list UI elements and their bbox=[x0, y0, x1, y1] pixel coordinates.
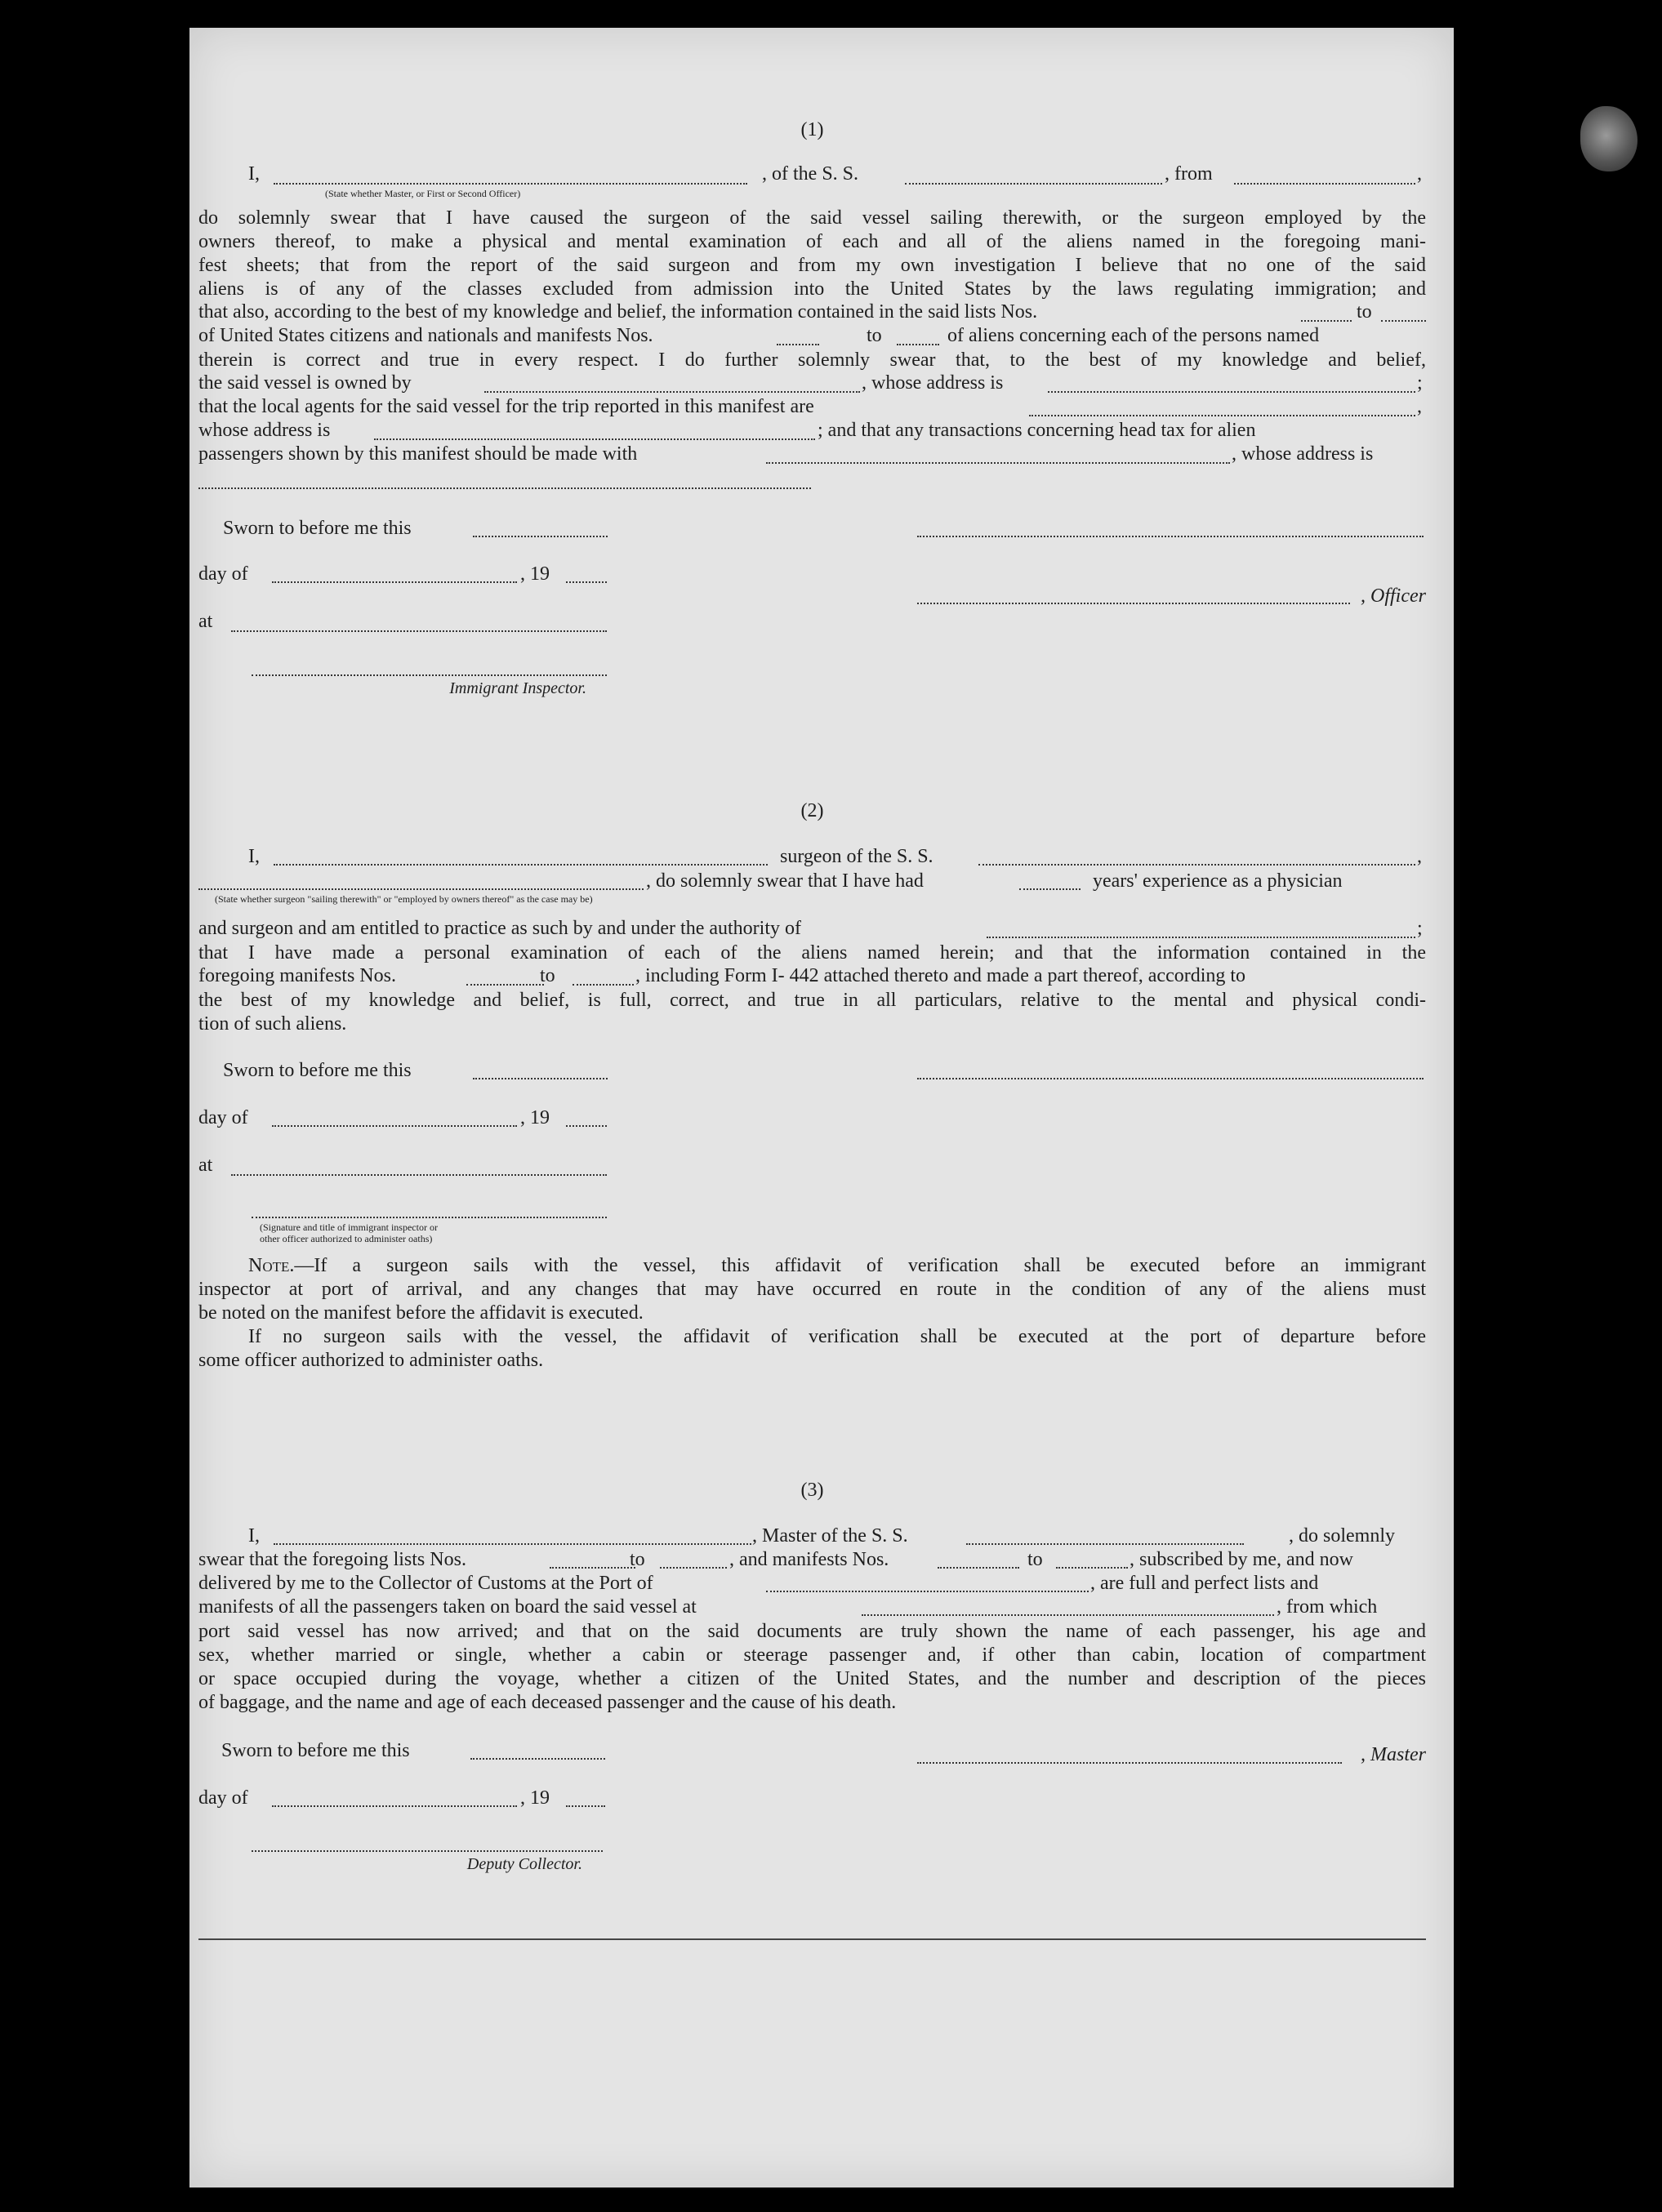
customs-port-field[interactable] bbox=[766, 1591, 1089, 1592]
text-line: , Master of the S. S. bbox=[752, 1525, 908, 1547]
at-place-field[interactable] bbox=[231, 1174, 607, 1176]
manifests-from-field[interactable] bbox=[938, 1567, 1019, 1569]
text-line: , do solemnly bbox=[1289, 1525, 1395, 1547]
year-field[interactable] bbox=[566, 581, 607, 583]
text-line: , from bbox=[1165, 163, 1213, 185]
lists-from-field[interactable] bbox=[550, 1567, 635, 1569]
bottom-rule bbox=[198, 1938, 1426, 1940]
text-line: delivered by me to the Collector of Customs at the Port of bbox=[198, 1573, 653, 1594]
text-line: , do solemnly swear that I have had bbox=[646, 870, 924, 892]
text-line: of United States citizens and nationals and manifests Nos. bbox=[198, 325, 653, 346]
body-line: port said vessel has now arrived; and that on the said documents are truly shown the name of each passenger, his age and bbox=[198, 1621, 1426, 1642]
body-line: tion of such aliens. bbox=[198, 1013, 347, 1035]
agents-address-field[interactable] bbox=[374, 438, 815, 440]
text-line: , and manifests Nos. bbox=[729, 1549, 889, 1570]
body-line: that I have made a personal examination of each of the aliens named herein; and that the information contained in the bbox=[198, 942, 1426, 964]
inspector-caption: Immigrant Inspector. bbox=[449, 679, 586, 697]
sworn-date-field[interactable] bbox=[470, 1758, 605, 1760]
text-line: , including Form I- 442 attached thereto and made a part thereof, according to bbox=[635, 965, 1246, 986]
years-experience-field[interactable] bbox=[1019, 888, 1081, 890]
note-line bbox=[198, 1254, 1426, 1278]
punch-hole bbox=[1470, 215, 1516, 260]
text-line: , bbox=[1417, 846, 1422, 867]
body-line: therein is correct and true in every respect. I do further solemnly swear that, to the best of my knowledge and belief, bbox=[198, 349, 1426, 371]
body-line: fest sheets; that from the report of the said surgeon and from my own investigation I believe that no one of the said bbox=[198, 255, 1426, 276]
section-number: (3) bbox=[800, 1480, 824, 1501]
text-line: the said vessel is owned by bbox=[198, 372, 412, 394]
punch-hole bbox=[1466, 1076, 1512, 1122]
officer-signature-field[interactable] bbox=[917, 603, 1350, 604]
note-line: be noted on the manifest before the affidavit is executed. bbox=[198, 1302, 644, 1324]
ink-blot bbox=[1580, 106, 1637, 171]
master-name-field[interactable] bbox=[274, 183, 747, 185]
note-label: Note. bbox=[248, 1255, 295, 1276]
punch-hole bbox=[1503, 249, 1548, 295]
lists-to-field[interactable] bbox=[660, 1567, 727, 1569]
text-line: I, bbox=[248, 1525, 260, 1547]
at-place-field[interactable] bbox=[231, 630, 607, 632]
sworn-label: Sworn to before me this bbox=[223, 518, 412, 539]
authority-field[interactable] bbox=[987, 937, 1415, 938]
punch-hole bbox=[1466, 588, 1512, 634]
year-label: , 19 bbox=[520, 1107, 550, 1128]
text-line: passengers shown by this manifest should be made with bbox=[198, 443, 638, 465]
note-line: some officer authorized to administer oaths. bbox=[198, 1350, 544, 1371]
text-line: , bbox=[1417, 396, 1422, 417]
head-tax-address-field[interactable] bbox=[198, 487, 811, 489]
text-line: ; and that any transactions concerning head tax for alien bbox=[818, 420, 1256, 441]
sworn-label: Sworn to before me this bbox=[223, 1060, 412, 1081]
at-label: at bbox=[198, 611, 213, 632]
surgeon-status-field[interactable] bbox=[198, 888, 644, 890]
text-line: of aliens concerning each of the persons named bbox=[947, 325, 1320, 346]
day-of-label: day of bbox=[198, 1787, 248, 1809]
note-line: inspector at port of arrival, and any changes that may have occurred en route in the condition of any of the aliens must bbox=[198, 1279, 1426, 1300]
punch-hole bbox=[1478, 1566, 1524, 1612]
text-line: , of the S. S. bbox=[762, 163, 859, 185]
text-line: to bbox=[540, 965, 555, 986]
text-line: and surgeon and am entitled to practice as such by and under the authority of bbox=[198, 918, 801, 939]
text-line: I, bbox=[248, 163, 260, 185]
body-line: the best of my knowledge and belief, is full, correct, and true in all particulars, relative to the mental and physical condi- bbox=[198, 990, 1426, 1011]
text-line: foregoing manifests Nos. bbox=[198, 965, 396, 986]
punch-hole bbox=[1470, 80, 1516, 126]
text-line: to bbox=[630, 1549, 645, 1570]
text-line: , are full and perfect lists and bbox=[1090, 1573, 1319, 1594]
text-line: ; bbox=[1417, 372, 1423, 394]
lists-to-field[interactable] bbox=[1381, 320, 1426, 322]
vessel-name-field[interactable] bbox=[966, 1543, 1244, 1545]
inspector-signature-field[interactable] bbox=[252, 1217, 607, 1218]
text-line: surgeon of the S. S. bbox=[780, 846, 933, 867]
punch-hole bbox=[1466, 1923, 1512, 1969]
inspector-signature-field[interactable] bbox=[252, 674, 607, 676]
signature-caption: (Signature and title of immigrant inspector or bbox=[260, 1222, 438, 1233]
text-line: manifests of all the passengers taken on board the said vessel at bbox=[198, 1596, 697, 1618]
master-caption: , Master bbox=[1361, 1744, 1426, 1765]
month-field[interactable] bbox=[272, 1805, 517, 1807]
punch-hole bbox=[1466, 723, 1512, 768]
body-line: do solemnly swear that I have caused the surgeon of the said vessel sailing therewith, or the surgeon employed by the bbox=[198, 207, 1426, 229]
body-line: of baggage, and the name and age of each deceased passenger and the cause of his death. bbox=[198, 1692, 897, 1713]
day-of-label: day of bbox=[198, 563, 248, 585]
year-label: , 19 bbox=[520, 563, 550, 585]
sworn-date-field[interactable] bbox=[473, 1078, 608, 1079]
officer-caption: , Officer bbox=[1361, 585, 1426, 607]
surgeon-name-field[interactable] bbox=[274, 864, 768, 866]
text-line: , from which bbox=[1277, 1596, 1378, 1618]
punch-hole bbox=[1466, 1440, 1512, 1485]
collector-caption: Deputy Collector. bbox=[466, 1855, 582, 1873]
section-number: (1) bbox=[800, 119, 824, 140]
text-line: , subscribed by me, and now bbox=[1130, 1549, 1353, 1570]
manifests-from-field[interactable] bbox=[777, 344, 819, 345]
year-field[interactable] bbox=[566, 1805, 605, 1807]
body-line: owners thereof, to make a physical and mental examination of each and all of the aliens named in the foregoing mani- bbox=[198, 231, 1426, 252]
text-line: , whose address is bbox=[862, 372, 1004, 394]
month-field[interactable] bbox=[272, 1125, 517, 1127]
at-label: at bbox=[198, 1155, 213, 1176]
text-line: , bbox=[1417, 163, 1422, 185]
vessel-name-field[interactable] bbox=[905, 183, 1162, 185]
manifests-to-field[interactable] bbox=[897, 344, 939, 345]
text-line: ; bbox=[1417, 918, 1423, 939]
sworn-date-field[interactable] bbox=[473, 536, 608, 537]
head-tax-party-field[interactable] bbox=[766, 462, 1230, 464]
officer-signature-top[interactable] bbox=[917, 536, 1424, 537]
year-label: , 19 bbox=[520, 1787, 550, 1809]
manifests-to-field[interactable] bbox=[1056, 1567, 1128, 1569]
punch-hole bbox=[1466, 2052, 1512, 2098]
text-line: that the local agents for the said vessel for the trip reported in this manifest are bbox=[198, 396, 814, 417]
local-agents-field[interactable] bbox=[1029, 415, 1415, 416]
year-field[interactable] bbox=[566, 1125, 607, 1127]
field-note: (State whether surgeon "sailing therewith" or "employed by owners thereof" as the case may be) bbox=[215, 893, 593, 905]
owner-field[interactable] bbox=[484, 391, 860, 393]
body-line: aliens is of any of the classes excluded from admission into the United States by the laws regulating immigration; and bbox=[198, 278, 1426, 300]
note-line: If no surgeon sails with the vessel, the affidavit of verification shall be executed at the port of departure before bbox=[248, 1326, 1426, 1347]
text-line: to bbox=[1027, 1549, 1043, 1570]
boarding-port-field[interactable] bbox=[862, 1614, 1274, 1616]
owner-address-field[interactable] bbox=[1048, 391, 1415, 393]
text-line: years' experience as a physician bbox=[1093, 870, 1343, 892]
text-line: whose address is bbox=[198, 420, 331, 441]
field-note: (State whether Master, or First or Second Officer) bbox=[325, 188, 521, 199]
body-line: or space occupied during the voyage, whether a citizen of the United States, and the number and description of the pieces bbox=[198, 1668, 1426, 1689]
surgeon-signature-field[interactable] bbox=[917, 1078, 1424, 1079]
month-field[interactable] bbox=[272, 581, 517, 583]
master-signature-field[interactable] bbox=[917, 1762, 1342, 1764]
body-line: sex, whether married or single, whether a cabin or steerage passenger and, if other than cabin, location of compartment bbox=[198, 1645, 1426, 1666]
vessel-name-field[interactable] bbox=[978, 864, 1415, 866]
manifests-from-field[interactable] bbox=[466, 984, 544, 986]
text-line: to bbox=[867, 325, 882, 346]
text-line: I, bbox=[248, 846, 260, 867]
section-number: (2) bbox=[800, 800, 824, 821]
text-line: that also, according to the best of my knowledge and belief, the information contained in the said lists Nos. bbox=[198, 301, 1038, 323]
text-line: swear that the foregoing lists Nos. bbox=[198, 1549, 466, 1570]
text-line: , whose address is bbox=[1232, 443, 1374, 465]
sworn-label: Sworn to before me this bbox=[221, 1740, 410, 1761]
text-line: to bbox=[1357, 301, 1372, 323]
note-text: —If a surgeon sails with the vessel, this affidavit of verification shall be executed before an immigrant bbox=[294, 1255, 1426, 1276]
master-name-field[interactable] bbox=[274, 1543, 751, 1545]
manifests-to-field[interactable] bbox=[573, 984, 634, 986]
lists-from-field[interactable] bbox=[1301, 320, 1352, 322]
from-port-field[interactable] bbox=[1234, 183, 1415, 185]
collector-signature-field[interactable] bbox=[252, 1850, 603, 1852]
day-of-label: day of bbox=[198, 1107, 248, 1128]
signature-caption: other officer authorized to administer oaths) bbox=[260, 1233, 433, 1244]
